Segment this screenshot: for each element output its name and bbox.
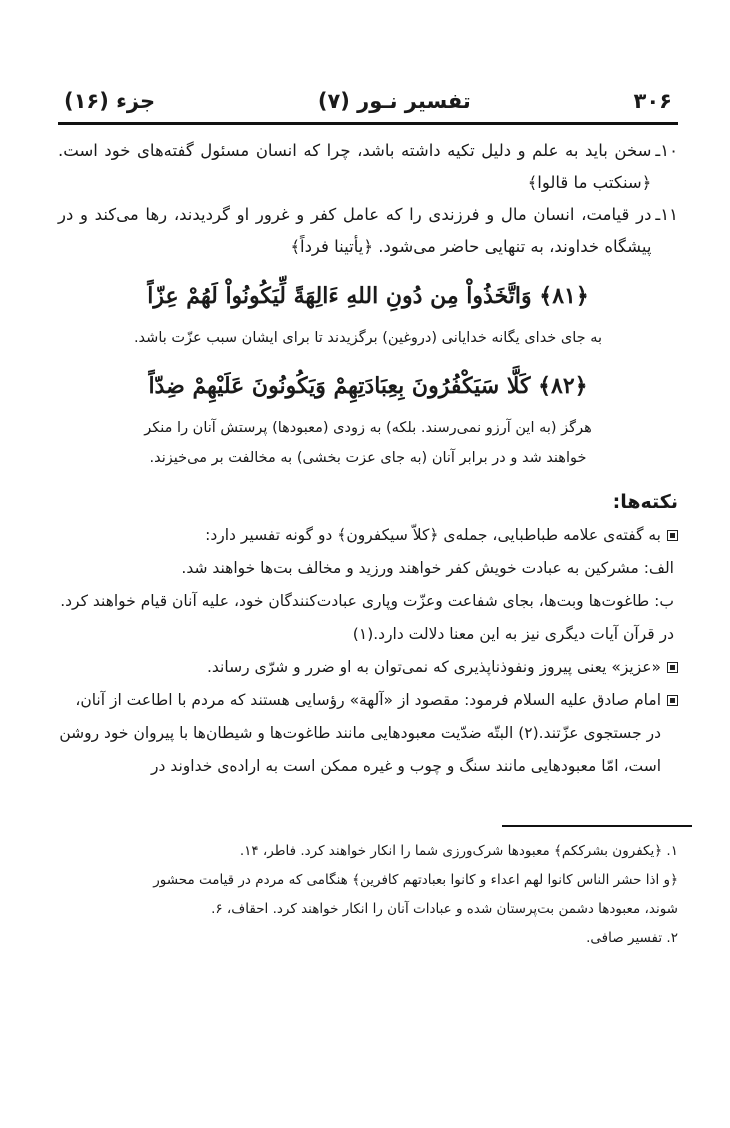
footnote-2: ۲. تفسیر صافی. [586, 930, 678, 946]
note-bullet-1 [58, 519, 678, 552]
footnote-rule [502, 825, 692, 827]
page-number: ۳۰۶ [633, 89, 672, 113]
verse-82-translation-line-2: خواهند شد و در برابر آنان (به جای عزت بخشی) به مخالفت بر می‌خیزند. [149, 450, 587, 466]
square-bullet-icon [667, 662, 678, 673]
verse-82-translation-line-1: هرگز (به این آرزو نمی‌رسند. بلکه) به زودی (معبودها) پرستش آنان را منکر [144, 420, 592, 436]
note-sub-a: الف: مشرکین به عبادت خویش کفر خواهند ورزید و مخالف بت‌ها خواهند شد. [181, 559, 674, 577]
footnote-1-line-1: ۱. ﴿یکفرون بشرککم﴾ معبودها شرک‌ورزی شما را انکار خواهند کرد. فاطر، ۱۴. [239, 843, 678, 859]
footnotes [58, 837, 678, 953]
note-sub-b: ب: طاغوت‌ها وبت‌ها، بجای شفاعت وعزّت وپاری عبادت‌کنندگان خود، علیه آنان قیام خواهند کرد. در قرآن آیات دیگری نیز به این معنا دلالت دارد.(۱) [60, 592, 674, 643]
item-text: سخن باید به علم و دلیل تکیه داشته باشد، چرا که انسان مسئول گفته‌های خود است. ﴿سنکتب ما قالوا﴾ [58, 141, 652, 192]
juz-label: جزء (۱۶) [64, 89, 156, 113]
note-text: به گفته‌ی علامه طباطبایی، جمله‌ی ﴿کلاّ سیکفرون﴾ دو گونه تفسیر دارد: [205, 526, 661, 544]
verse-81-translation: به جای خدای یگانه خدایانی (دروغین) برگزیدند تا برای ایشان سبب عزّت باشد. [133, 330, 603, 346]
note-text: «عزیز» یعنی پیروز ونفوذناپذیری که نمی‌توان به او ضرر و شرّی رساند. [206, 658, 661, 676]
numbered-item-11 [58, 199, 678, 263]
square-bullet-icon [667, 695, 678, 706]
footnote-1-line-3: شوند، معبودها دشمن بت‌پرستان شده و عبادات آنان را انکار خواهند کرد. احقاف، ۶. [211, 901, 678, 917]
item-number: ۱۰ـ [655, 141, 678, 160]
note-text: امام صادق علیه السلام فرمود: مقصود از «آلهة» رؤسایی هستند که مردم با اطاعت از آنان، در جستجوی عزّتند.(۲) البتّه ضدّیت معبودهایی مانند طاغوت‌ها و شیطان‌ها با پیروان خود روشن است، امّا معبودهایی مانند سنگ و چوب و غیره ممکن است به اراده‌ی خداوند در [59, 691, 661, 775]
notes-heading: نکته‌ها: [612, 491, 678, 513]
book-page [58, 78, 678, 953]
verse-82-arabic: ﴿۸۲﴾ كَلَّا سَيَكْفُرُونَ بِعِبَادَتِهِمْ وَيَكُونُونَ عَلَيْهِمْ ضِدّاً [148, 373, 588, 399]
note-bullet-3 [58, 684, 678, 783]
book-title: تفسیر نـور (۷) [317, 89, 471, 113]
header-rule [58, 122, 678, 125]
note-bullet-2 [58, 651, 678, 684]
square-bullet-icon [667, 530, 678, 541]
verse-81-arabic: ﴿۸۱﴾ وَاتَّخَذُواْ مِن دُونِ اللهِ ءَالِهَةً لِّيَكُونُواْ لَهُمْ عِزّاً [147, 283, 589, 309]
item-number: ۱۱ـ [655, 205, 678, 224]
footnote-1-line-2: ﴿و اذا حشر الناس کانوا لهم اعداء و کانوا بعبادتهم کافرین﴾ هنگامی که مردم در قیامت محشور [153, 872, 678, 888]
numbered-item-10 [58, 135, 678, 199]
item-text: در قیامت، انسان مال و فرزندی را که عامل کفر و غرور او گردیدند، رها می‌کند و در پیشگاه خداوند، به تنهایی حاضر می‌شود. ﴿یأتینا فرداً﴾ [58, 205, 652, 256]
page-header [58, 78, 678, 118]
